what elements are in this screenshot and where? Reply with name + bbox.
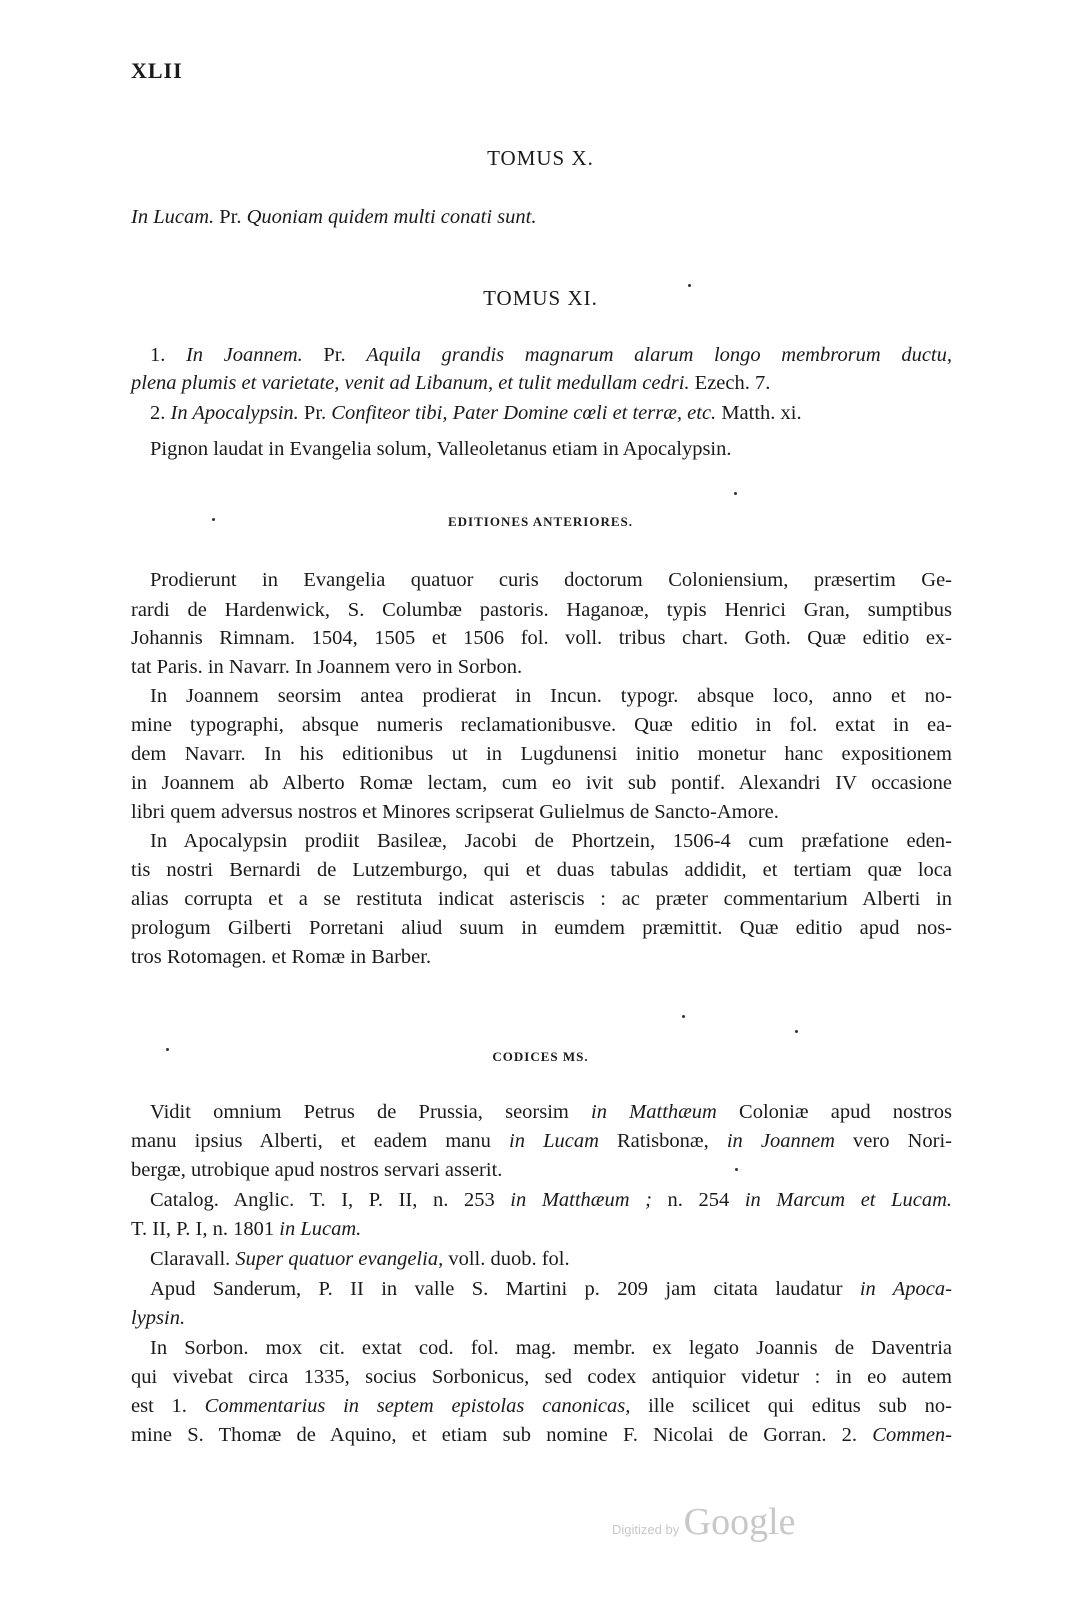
editiones-line: prologum Gilberti Porretani aliud suum in eumdem præmittit. Quæ editio apud nos- bbox=[131, 917, 952, 939]
codices-line-5: T. II, P. I, n. 1801 in Lucam. bbox=[131, 1218, 362, 1240]
page-number: XLII bbox=[131, 58, 183, 83]
codices-line-11: est 1. Commentarius in septem epistolas canonicas, ille scilicet qui editus sub no- bbox=[131, 1395, 952, 1417]
speck bbox=[688, 284, 691, 287]
editiones-line: In Joannem seorsim antea prodierat in Incun. typogr. absque loco, anno et no- bbox=[150, 685, 952, 707]
tomus-xi-heading: TOMUS XI. bbox=[483, 286, 598, 310]
codices-line-6: Claravall. Super quatuor evangelia, voll. duob. fol. bbox=[150, 1248, 570, 1270]
editiones-line: tis nostri Bernardi de Lutzemburgo, qui et duas tabulas addidit, et tertiam quæ loca bbox=[131, 859, 952, 881]
editiones-line: rardi de Hardenwick, S. Columbæ pastoris. Haganoæ, typis Henrici Gran, sumptibus bbox=[131, 599, 952, 621]
editiones-line: in Joannem ab Alberto Romæ lectam, cum eo ivit sub pontif. Alexandri IV occasione bbox=[131, 772, 952, 794]
codices-line-8: lypsin. bbox=[131, 1307, 186, 1329]
editiones-heading: EDITIONES ANTERIORES. bbox=[448, 514, 633, 529]
codices-line-7: Apud Sanderum, P. II in valle S. Martini p. 209 jam citata laudatur in Apoca- bbox=[150, 1278, 952, 1300]
codices-line-3: bergæ, utrobique apud nostros servari asserit. bbox=[131, 1159, 503, 1181]
tomus-xi-line-2: plena plumis et varietate, venit ad Libanum, et tulit medullam cedri. Ezech. 7. bbox=[131, 372, 771, 394]
speck bbox=[795, 1030, 798, 1033]
codices-line-9: In Sorbon. mox cit. extat cod. fol. mag. membr. ex legato Joannis de Daventria bbox=[150, 1337, 952, 1359]
codices-line-1: Vidit omnium Petrus de Prussia, seorsim in Matthæum Coloniæ apud nostros bbox=[150, 1101, 952, 1123]
speck bbox=[682, 1015, 685, 1018]
speck bbox=[212, 518, 215, 521]
tomus-x-heading: TOMUS X. bbox=[487, 146, 594, 170]
editiones-line: Johannis Rimnam. 1504, 1505 et 1506 fol. voll. tribus chart. Goth. Quæ editio ex- bbox=[131, 627, 952, 649]
codices-line-2: manu ipsius Alberti, et eadem manu in Lucam Ratisbonæ, in Joannem vero Nori- bbox=[131, 1130, 952, 1152]
editiones-line: In Apocalypsin prodiit Basileæ, Jacobi de Phortzein, 1506-4 cum præfatione eden- bbox=[150, 830, 952, 852]
editiones-line: tat Paris. in Navarr. In Joannem vero in Sorbon. bbox=[131, 656, 523, 678]
editiones-line: mine typographi, absque numeris reclamationibusve. Quæ editio in fol. extat in ea- bbox=[131, 714, 952, 736]
speck bbox=[166, 1048, 169, 1051]
editiones-line: tros Rotomagen. et Romæ in Barber. bbox=[131, 946, 432, 968]
tomus-xi-line-4: Pignon laudat in Evangelia solum, Valleoletanus etiam in Apocalypsin. bbox=[150, 438, 732, 460]
codices-line-10: qui vivebat circa 1335, socius Sorbonicus, sed codex antiquior videtur : in eo autem bbox=[131, 1366, 952, 1388]
editiones-line: libri quem adversus nostros et Minores scripserat Gulielmus de Sancto-Amore. bbox=[131, 801, 779, 823]
tomus-xi-line-1: 1. In Joannem. Pr. Aquila grandis magnarum alarum longo membrorum ductu, bbox=[150, 344, 953, 366]
codices-line-12: mine S. Thomæ de Aquino, et etiam sub nomine F. Nicolai de Gorran. 2. Commen- bbox=[131, 1424, 952, 1446]
tomus-x-line: In Lucam. Pr. Quoniam quidem multi conati sunt. bbox=[131, 206, 537, 228]
tomus-xi-line-3: 2. In Apocalypsin. Pr. Confiteor tibi, Pater Domine cœli et terræ, etc. Matth. xi. bbox=[150, 402, 802, 424]
speck bbox=[734, 492, 737, 495]
editiones-line: alias corrupta et a se restituta indicat asteriscis : ac præter commentarium Alberti in bbox=[131, 888, 952, 910]
editiones-line: dem Navarr. In his editionibus ut in Lugdunensi initio monetur hanc expositionem bbox=[131, 743, 952, 765]
codices-line-4: Catalog. Anglic. T. I, P. II, n. 253 in Matthæum ; n. 254 in Marcum et Lucam. bbox=[150, 1189, 953, 1211]
editiones-line: Prodierunt in Evangelia quatuor curis doctorum Coloniensium, præsertim Ge- bbox=[150, 569, 952, 591]
speck bbox=[735, 1168, 738, 1171]
codices-heading: CODICES MS. bbox=[492, 1049, 589, 1064]
digitized-by-google-watermark: Digitized by Google bbox=[612, 1501, 796, 1543]
